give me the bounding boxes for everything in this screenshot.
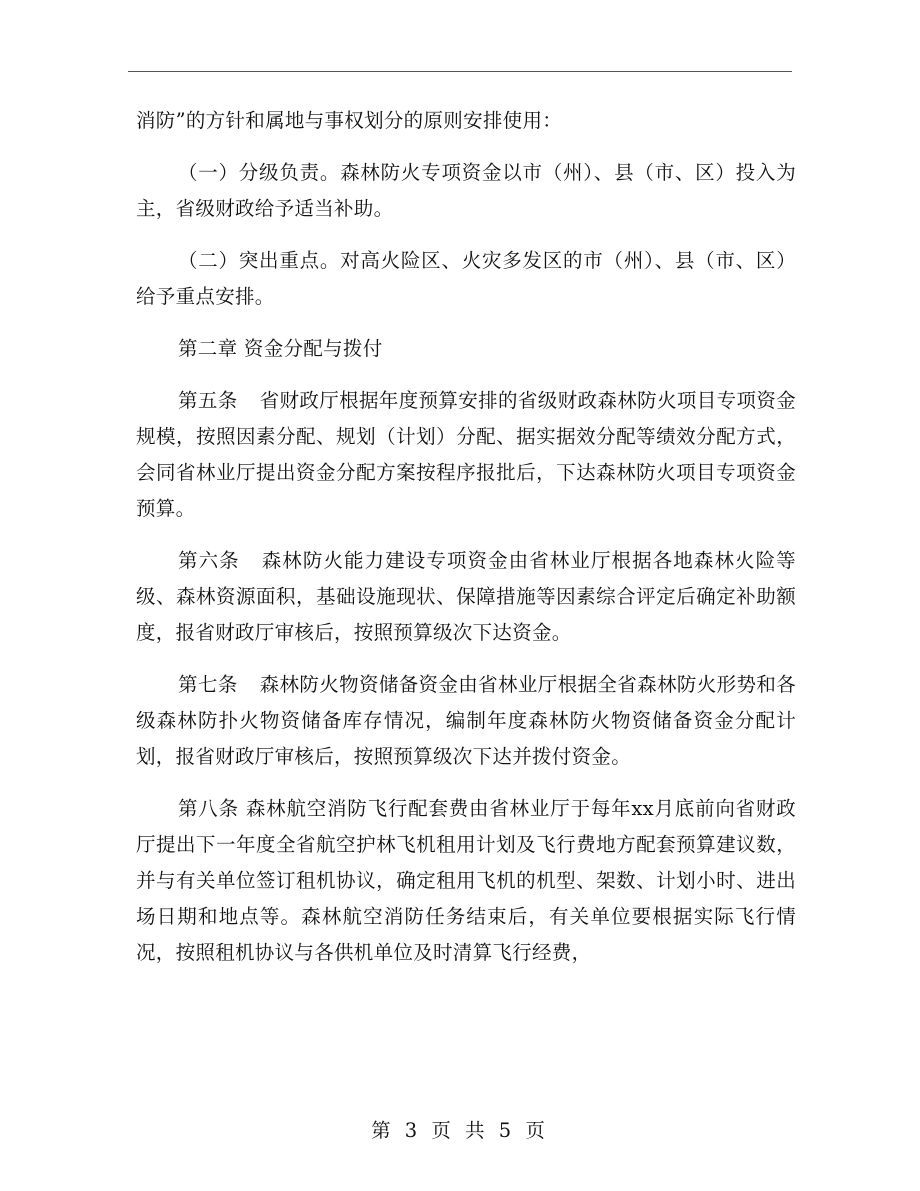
header-rule xyxy=(128,71,792,72)
article-number: 第五条 xyxy=(178,389,238,412)
document-body xyxy=(136,103,796,971)
article-number: 第六条 xyxy=(178,549,240,572)
paragraph-item-two: （二）突出重点。对高火险区、火灾多发区的市（州）、县（市、区）给予重点安排。 xyxy=(136,249,796,308)
page-number: 第 3 页 共 5 页 xyxy=(371,1119,549,1142)
article-eight: 第八条 森林航空消防飞行配套费由省林业厅于每年xx月底前向省财政厅提出下一年度全省航空护林飞机租用计划及飞行费地方配套预算建议数，并与有关单位签订租机协议，确定租用飞机的机型、架数、计划小时、进出场日期和地点等。森林航空消防任务结束后，有关单位要根据实际飞行情况，按照租机协议与各供机单位及时清算飞行经费， xyxy=(136,797,796,964)
paragraph-continuation: 消防”的方针和属地与事权划分的原则安排使用： xyxy=(136,109,563,132)
article-text: 森林防火能力建设专项资金由省林业厅根据各地森林火险等级、森林资源面积，基础设施现状、保障措施等因素综合评定后确定补助额度，报省财政厅审核后，按照预算级次下达资金。 xyxy=(136,549,796,644)
article-text: 森林防火物资储备资金由省林业厅根据全省森林防火形势和各级森林防扑火物资储备库存情况，编制年度森林防火物资储备资金分配计划，报省财政厅审核后，按照预算级次下达并拨付资金。 xyxy=(136,673,796,768)
paragraph-item-one: （一）分级负责。森林防火专项资金以市（州）、县（市、区）投入为主，省级财政给予适当补助。 xyxy=(136,161,796,220)
article-five xyxy=(136,383,796,527)
chapter-heading: 第二章 资金分配与拨付 xyxy=(178,337,383,360)
article-number: 第七条 xyxy=(178,673,238,696)
article-six xyxy=(136,543,796,651)
article-seven xyxy=(136,667,796,775)
article-text: 省财政厅根据年度预算安排的省级财政森林防火项目专项资金规模，按照因素分配、规划（计划）分配、据实据效分配等绩效分配方式，会同省林业厅提出资金分配方案按程序报批后，下达森林防火项目专项资金预算。 xyxy=(136,389,796,520)
